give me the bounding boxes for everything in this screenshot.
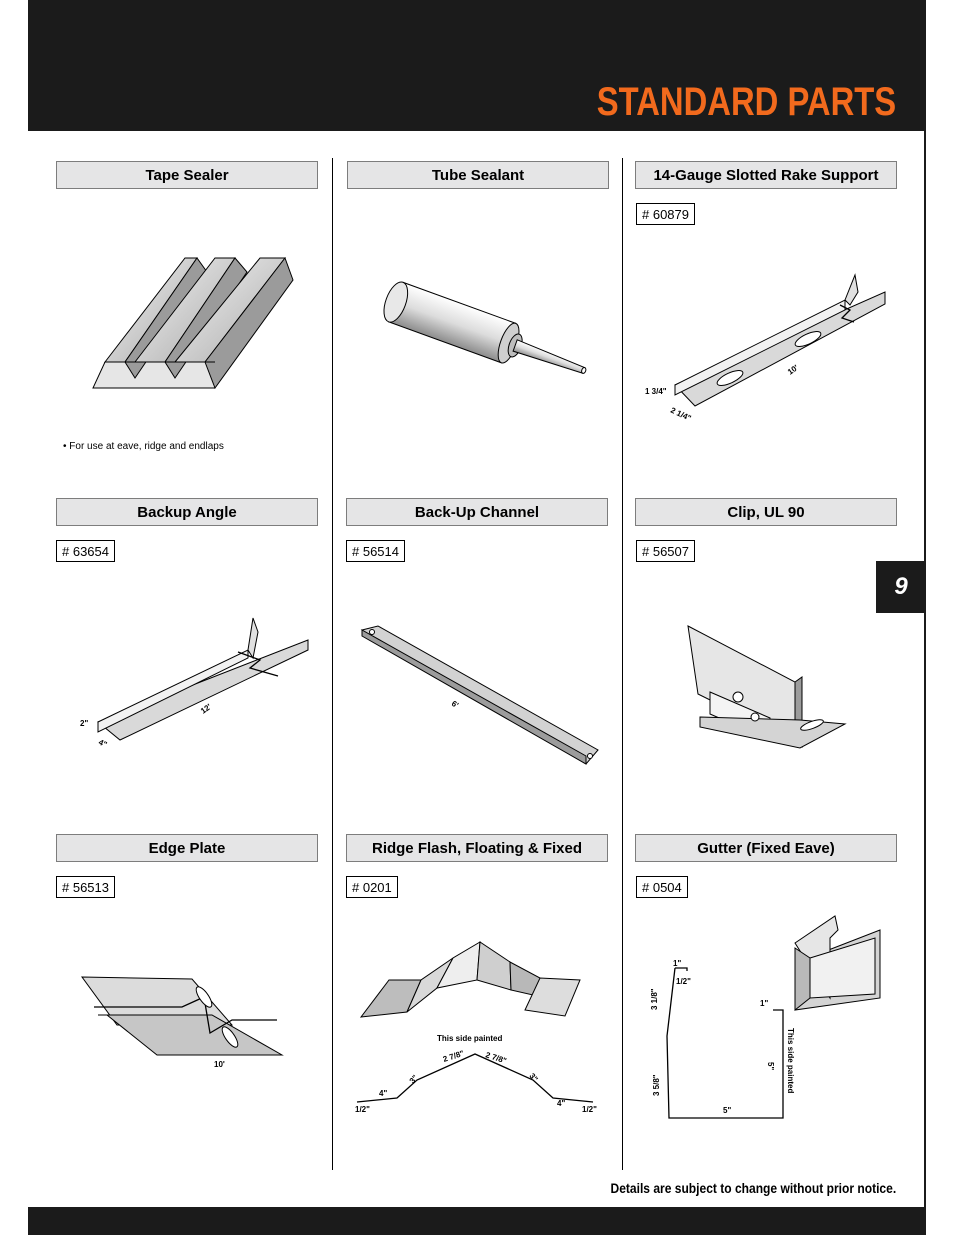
part-number-backup-angle: # 63654 [56,540,115,562]
rake-support-illustration [640,270,890,423]
tube-sealant-illustration [375,288,597,383]
part-number-gutter: # 0504 [636,876,688,898]
dim-label: 1" [760,999,769,1008]
dim-label: 6' [450,698,461,710]
dim-label: 1/2" [582,1105,597,1114]
dim-label: 4" [557,1099,566,1108]
backup-angle-illustration [78,610,308,750]
part-title-clip: Clip, UL 90 [635,498,897,526]
part-title-edge-plate: Edge Plate [56,834,318,862]
part-number-back-up-channel: # 56514 [346,540,405,562]
dim-label: 2 1/4" [669,405,693,423]
chapter-tab[interactable] [876,561,926,613]
gutter-illustration [645,908,890,1123]
page-title: STANDARD PARTS [596,80,896,124]
part-note-tape-sealer: • For use at eave, ridge and endlaps [63,441,224,452]
dim-label: 1/2" [676,977,691,986]
dim-label: 2" [80,719,89,728]
footer-note: Details are subject to change without prior notice. [610,1180,896,1196]
dim-label: 1" [673,959,682,968]
chapter-tab-label: 9 [894,573,908,600]
clip-illustration [680,622,855,752]
part-number-ridge-flash: # 0201 [346,876,398,898]
dim-label: 4" [379,1089,388,1098]
dim-label: 3 1/8" [650,988,659,1010]
dim-label: 2 7/8" [484,1050,508,1066]
back-up-channel-illustration [358,622,603,772]
part-title-back-up-channel: Back-Up Channel [346,498,608,526]
part-title-ridge-flash: Ridge Flash, Floating & Fixed [346,834,608,862]
dim-label: 5" [766,1062,775,1071]
part-number-edge-plate: # 56513 [56,876,115,898]
dim-label: This side painted [437,1034,503,1043]
tape-sealer-illustration [85,250,300,395]
column-divider [332,158,333,1170]
dim-label: 3" [527,1071,540,1084]
dim-label: 10' [785,363,801,377]
dim-label: 2 7/8" [441,1048,466,1064]
dim-label: 4" [97,737,109,750]
dim-label: 3 5/8" [652,1074,661,1096]
column-divider [622,158,623,1170]
dim-label: 3" [407,1073,420,1086]
edge-plate-illustration [82,975,282,1075]
dim-label: 5" [723,1106,732,1115]
part-number-clip: # 56507 [636,540,695,562]
part-title-gutter: Gutter (Fixed Eave) [635,834,897,862]
dim-label: This side painted [786,1028,795,1094]
part-title-backup-angle: Backup Angle [56,498,318,526]
part-title-rake-support: 14-Gauge Slotted Rake Support [635,161,897,189]
part-title-tube-sealant: Tube Sealant [347,161,609,189]
dim-label: 1/2" [355,1105,370,1114]
ridge-flash-illustration [355,940,605,1120]
part-title-tape-sealer: Tape Sealer [56,161,318,189]
right-rule [924,131,926,1207]
dim-label: 1 3/4" [645,387,667,396]
dim-label: 12' [198,702,214,716]
footer-band [28,1207,926,1235]
dim-label: 10' [214,1060,225,1069]
part-number-rake-support: # 60879 [636,203,695,225]
